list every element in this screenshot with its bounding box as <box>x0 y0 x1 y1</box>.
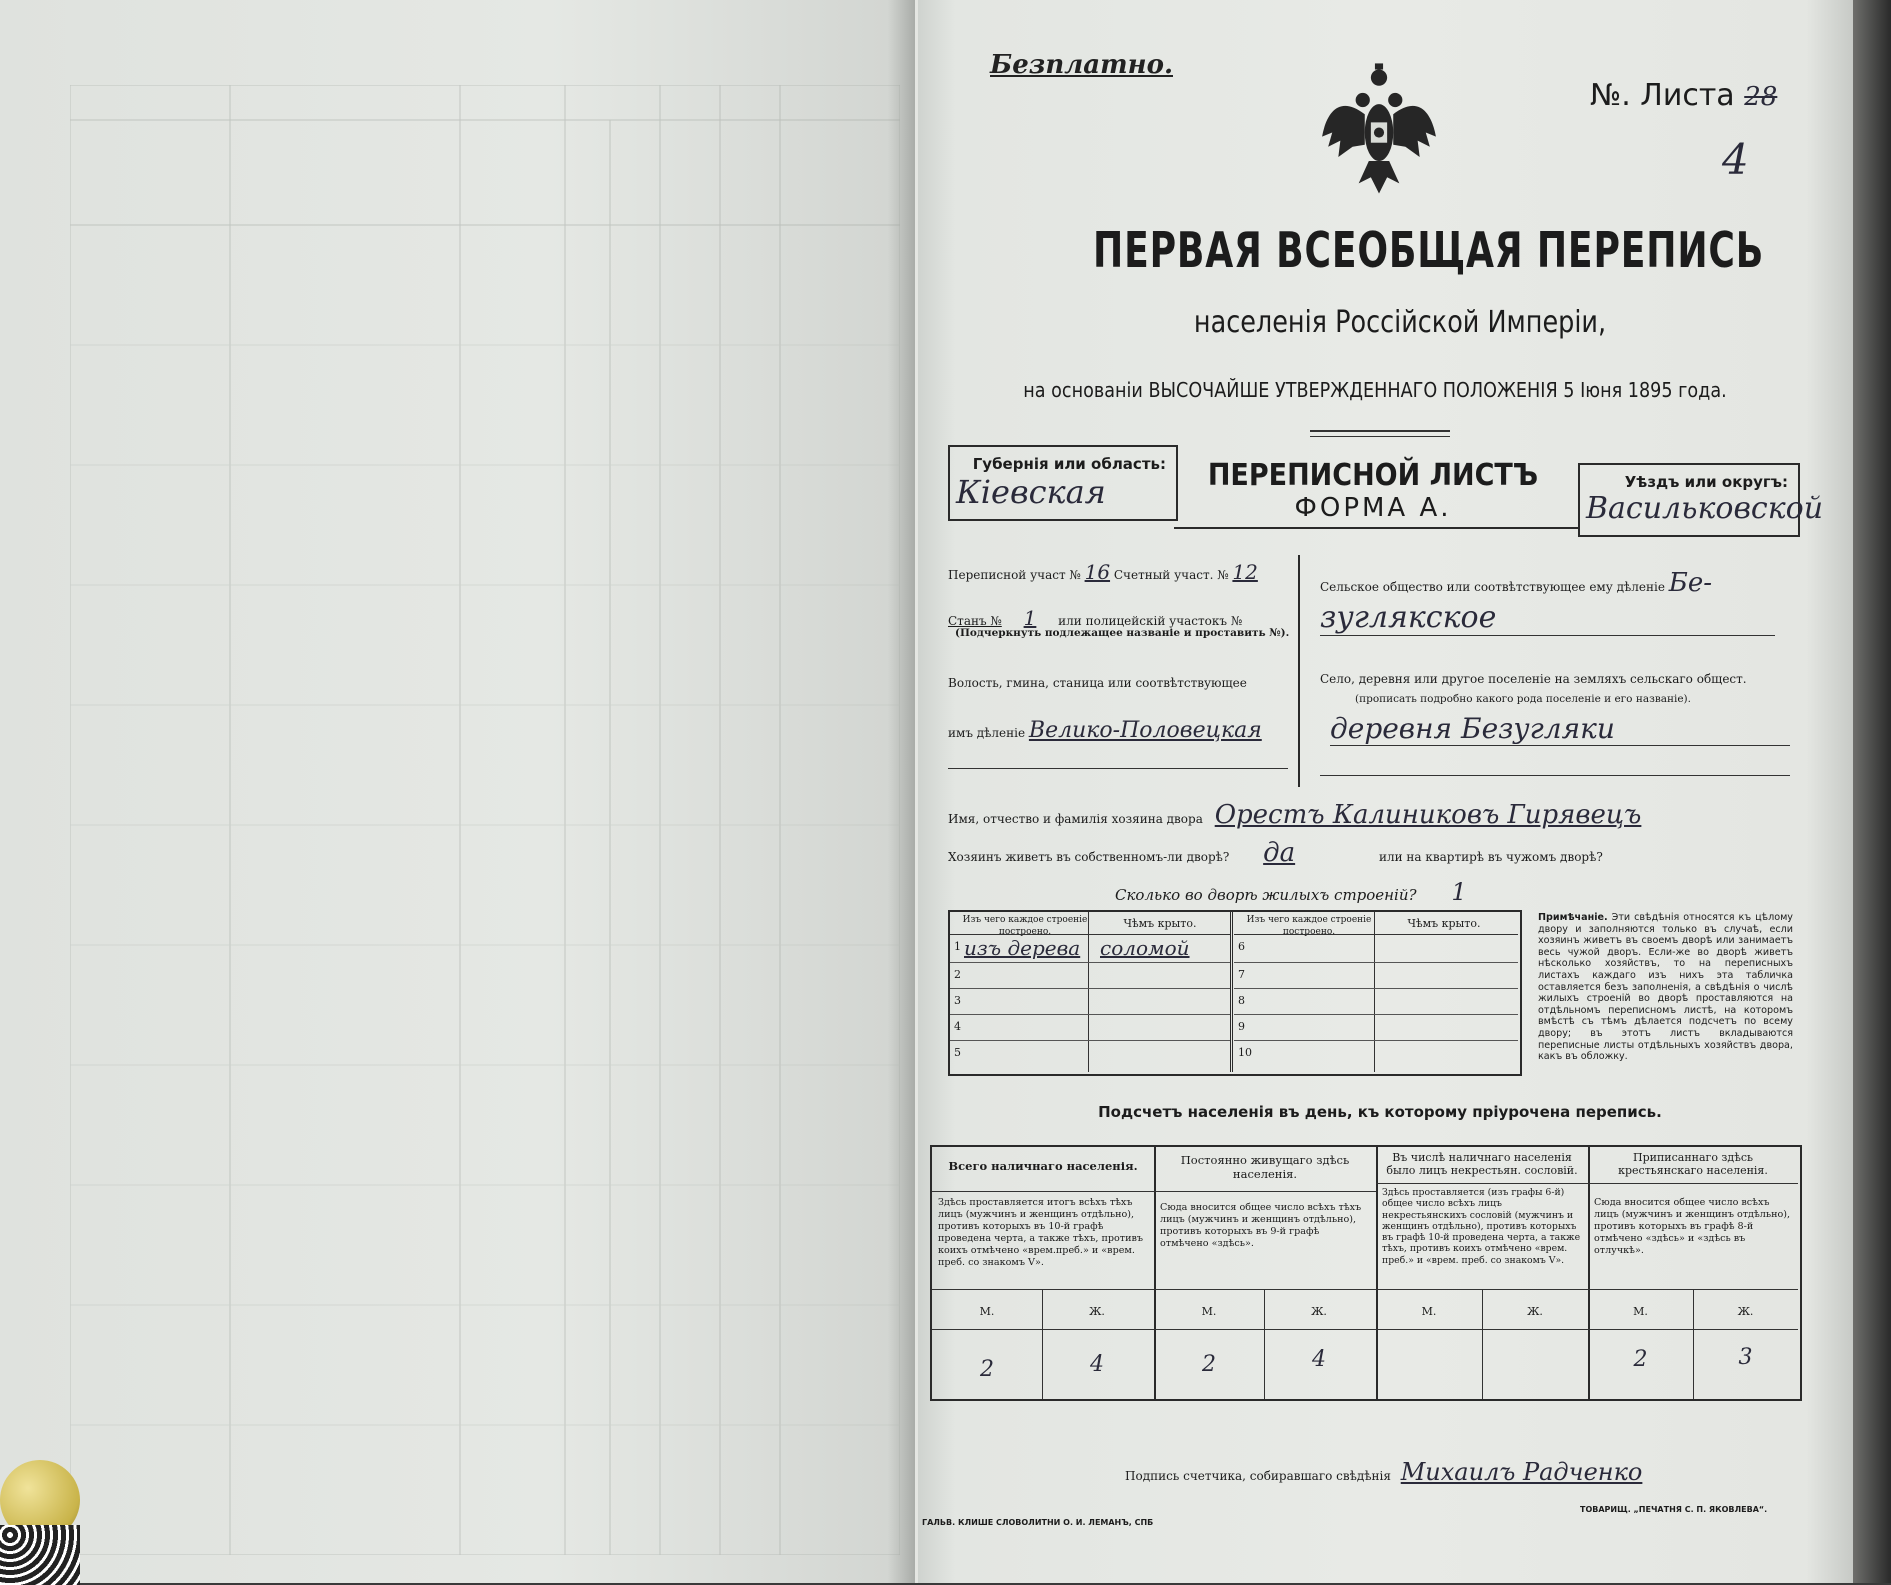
own-yard-value: да <box>1263 838 1296 868</box>
form-title: ПЕРЕПИСНОЙ ЛИСТЪ <box>1207 458 1539 493</box>
buildings-count-field <box>1115 878 1467 906</box>
buildings-count-value: 1 <box>1451 878 1467 906</box>
pop-col-1-desc: Здѣсь проставляется итогъ всѣхъ тѣхъ лицъ (мужчинъ и женщинъ отдѣльно), противъ которыхъ въ 10-й графѣ проведена черта, а также тѣхъ, противъ коихъ отмѣчено «врем.преб.» и «врем. преб. со знакомъ V». <box>938 1197 1143 1268</box>
pop-col-1-m-label: М. <box>979 1305 995 1318</box>
fields-column-divider <box>1298 555 1300 787</box>
volost-label-2: имъ дѣленіе <box>948 726 1026 740</box>
population-col-1 <box>932 1147 1156 1399</box>
village-label: Село, деревня или другое поселеніе на земляхъ сельскаго общест. <box>1320 672 1747 686</box>
population-col-2 <box>1154 1147 1378 1399</box>
building-1-material: изъ дерева <box>964 936 1081 960</box>
signature-value: Михаилъ Радченко <box>1400 1458 1643 1486</box>
owner-field <box>948 800 1793 830</box>
imperial-eagle-emblem <box>1318 62 1440 197</box>
pop-col-2-m-label: М. <box>1201 1305 1217 1318</box>
rent-label: или на квартирѣ въ чужомъ дворѣ? <box>1378 850 1603 864</box>
pop-col-3-title: Въ числѣ наличнаго населенія было лицъ некрестьян. сословій. <box>1386 1151 1578 1177</box>
village-note: (прописать подробно какого рода поселеніе и его названіе). <box>1355 693 1691 705</box>
province-label: Губернія или область: <box>972 455 1166 473</box>
pop-col-3-f-label: Ж. <box>1527 1305 1543 1318</box>
ornament-divider <box>1310 430 1450 437</box>
building-row-2: 2 <box>954 968 961 981</box>
society-field <box>1320 568 1790 598</box>
pop-col-3-desc: Здѣсь проставляется (изъ графы 6-й) общее число всѣхъ лицъ некрестьянскихъ сословій (мужчинъ и женщинъ отдѣльно), противъ которыхъ въ графѣ 10-й проведена черта, а также тѣхъ, противъ коихъ отмѣчено «врем. преб.» и «врем. преб. со знакомъ V». <box>1382 1187 1581 1266</box>
province-box <box>948 445 1178 521</box>
buildings-col-roof: Чѣмъ крыто. <box>1123 917 1197 930</box>
left-page-ghost-grid <box>70 85 900 1555</box>
volost-blank-line <box>948 768 1288 769</box>
stan-label: Станъ № <box>948 614 1002 628</box>
building-row-4: 4 <box>954 1020 961 1033</box>
sticker-object <box>0 1440 90 1583</box>
printer-left: ГАЛЬВ. КЛИШЕ СЛОВОЛИТНИ О. И. ЛЕМАНЪ, СПБ <box>922 1518 1154 1527</box>
buildings-table <box>948 910 1522 1076</box>
pop-col-4-desc: Сюда вносится общее число всѣхъ лицъ (мужчинъ и женщинъ отдѣльно), противъ которыхъ въ графѣ 8-й отмѣчено «здѣсь» и «здѣсь въ отлучкѣ». <box>1594 1197 1791 1256</box>
free-label: Безплатно. <box>990 50 1173 80</box>
society-label: Сельское общество или соотвѣтствующее ему дѣленіе <box>1320 580 1665 594</box>
pop-col-2-title: Постоянно живущаго здѣсь населенія. <box>1180 1153 1350 1181</box>
pop-col-2-f-value: 4 <box>1312 1347 1326 1372</box>
form-title-block <box>1178 458 1568 523</box>
society-value-1: Бе- <box>1668 568 1713 598</box>
buildings-col-material: Изъ чего каждое строеніе построено. <box>962 915 1088 937</box>
pop-col-2-m-value: 2 <box>1202 1352 1216 1377</box>
volost-field <box>948 718 1288 743</box>
count-district-label: Счетный участ. <box>1113 568 1214 582</box>
census-district-label: Переписной участ <box>948 568 1066 582</box>
sheet-number-handwritten: 4 <box>1722 135 1749 184</box>
own-yard-field <box>948 838 1793 868</box>
district-box <box>1578 463 1824 537</box>
subtitle: населенія Россійской Имперіи, <box>1193 305 1607 340</box>
pop-col-2-desc: Сюда вносится общее число всѣхъ тѣхъ лицъ (мужчинъ и женщинъ отдѣльно), противъ которыхъ въ 9-й графѣ отмѣчено «здѣсь». <box>1160 1202 1362 1249</box>
page-edge-shadow <box>1853 0 1891 1583</box>
village-blank-line <box>1320 775 1790 776</box>
population-table <box>930 1145 1802 1401</box>
building-row-9: 9 <box>1238 1020 1245 1033</box>
pop-col-1-m-value: 2 <box>980 1357 994 1382</box>
buildings-col-roof-2: Чѣмъ крыто. <box>1407 917 1481 930</box>
pop-col-4-title: Приписаннаго здѣсь крестьянскаго населенія. <box>1618 1151 1768 1177</box>
society-value-2: зуглякское <box>1320 600 1775 636</box>
pop-col-4-f-label: Ж. <box>1737 1305 1754 1318</box>
building-row-5: 5 <box>954 1046 961 1059</box>
pop-col-4-m-value: 2 <box>1633 1347 1648 1372</box>
main-title: ПЕРВАЯ ВСЕОБЩАЯ ПЕРЕПИСЬ <box>1093 222 1765 279</box>
buildings-col-material-2: Изъ чего каждое строеніе построено. <box>1246 915 1372 937</box>
police-label: или полицейскій участокъ № <box>1058 614 1243 628</box>
printer-right: ТОВАРИЩ. „ПЕЧАТНЯ С. П. ЯКОВЛЕВА“. <box>1580 1505 1768 1514</box>
owner-label: Имя, отчество и фамилія хозяина двора <box>948 812 1203 826</box>
building-row-3: 3 <box>954 994 961 1007</box>
building-1-roof: соломой <box>1100 936 1190 960</box>
pop-col-1-title: Всего наличнаго населенія. <box>948 1159 1138 1173</box>
population-col-4 <box>1588 1147 1798 1399</box>
district-label: Уѣздъ или округъ: <box>1624 473 1788 491</box>
left-page <box>0 0 915 1583</box>
pop-col-1-f-value: 4 <box>1090 1352 1104 1377</box>
census-district-value: 16 <box>1084 560 1111 584</box>
own-yard-label: Хозяинъ живетъ въ собственномъ-ли дворѣ? <box>948 850 1230 864</box>
form-subtitle: ФОРМА А. <box>1294 493 1452 523</box>
pop-col-3-m-label: М. <box>1421 1305 1437 1318</box>
building-row-7: 7 <box>1238 968 1245 981</box>
underline-note: (Подчеркнуть подлежащее названіе и проставить №). <box>955 627 1290 639</box>
note-text: Эти свѣдѣнія относятся къ цѣлому двору и заполняются только въ случаѣ, если хозяинъ живетъ въ своемъ дворѣ или занимаетъ весь чужой дворъ. Если-же во дворѣ живетъ нѣсколько хозяйствъ, то на переписныхъ листахъ каждаго изъ нихъ эта табличка оставляется безъ заполненія, а свѣдѣнія о числѣ жилыхъ строеній во дворѣ проставляются на отдѣльномъ переписномъ листѣ, на которомъ вмѣстѣ съ тѣмъ дѣлается подсчетъ по всему двору; въ этотъ листъ вкладываются переписные листы отдѣльныхъ хозяйствъ двора, какъ въ обложку. <box>1538 912 1793 1063</box>
basis-line: на основаніи ВЫСОЧАЙШЕ УТВЕРЖДЕННАГО ПОЛОЖЕНІЯ 5 Іюня 1895 года. <box>1023 378 1727 402</box>
province-value: Кіевская <box>956 473 1106 511</box>
signature-field <box>1125 1458 1725 1486</box>
pop-col-4-m-label: М. <box>1633 1305 1648 1318</box>
population-heading: Подсчетъ населенія въ день, къ которому пріурочена перепись. <box>1098 1103 1662 1121</box>
volost-label: Волость, гмина, станица или соотвѣтствующее <box>948 676 1247 690</box>
note-title: Примѣчаніе. <box>1538 912 1608 923</box>
sheet-number-label: №. Листа <box>1590 78 1735 113</box>
district-value: Васильковской <box>1586 491 1824 526</box>
pop-col-1-f-label: Ж. <box>1089 1305 1105 1318</box>
signature-label: Подпись счетчика, собиравшаго свѣдѣнія <box>1125 1469 1391 1483</box>
village-value: деревня Безугляки <box>1330 712 1790 746</box>
count-district-value: 12 <box>1232 560 1258 584</box>
census-district-field: Переписной участ № 16 Счетный участ. № 12 <box>948 560 1258 584</box>
owner-value: Орестъ Калиниковъ Гирявецъ <box>1214 800 1642 830</box>
volost-value: Велико-Половецкая <box>1028 718 1262 743</box>
pop-col-4-f-value: 3 <box>1738 1345 1753 1370</box>
header-rule <box>1174 527 1580 529</box>
building-row-8: 8 <box>1238 994 1245 1007</box>
sheet-number-value: 28 <box>1744 82 1778 112</box>
building-row-1: 1 <box>954 940 961 953</box>
sheet-number-block <box>1590 78 1777 113</box>
pop-col-2-f-label: Ж. <box>1311 1305 1327 1318</box>
buildings-count-label: Сколько во дворѣ жилыхъ строеній? <box>1115 886 1417 904</box>
stan-value: 1 <box>1023 606 1037 630</box>
building-row-6: 6 <box>1238 940 1245 953</box>
population-col-3 <box>1376 1147 1590 1399</box>
note-block <box>1538 912 1793 1063</box>
building-row-10: 10 <box>1238 1046 1252 1059</box>
